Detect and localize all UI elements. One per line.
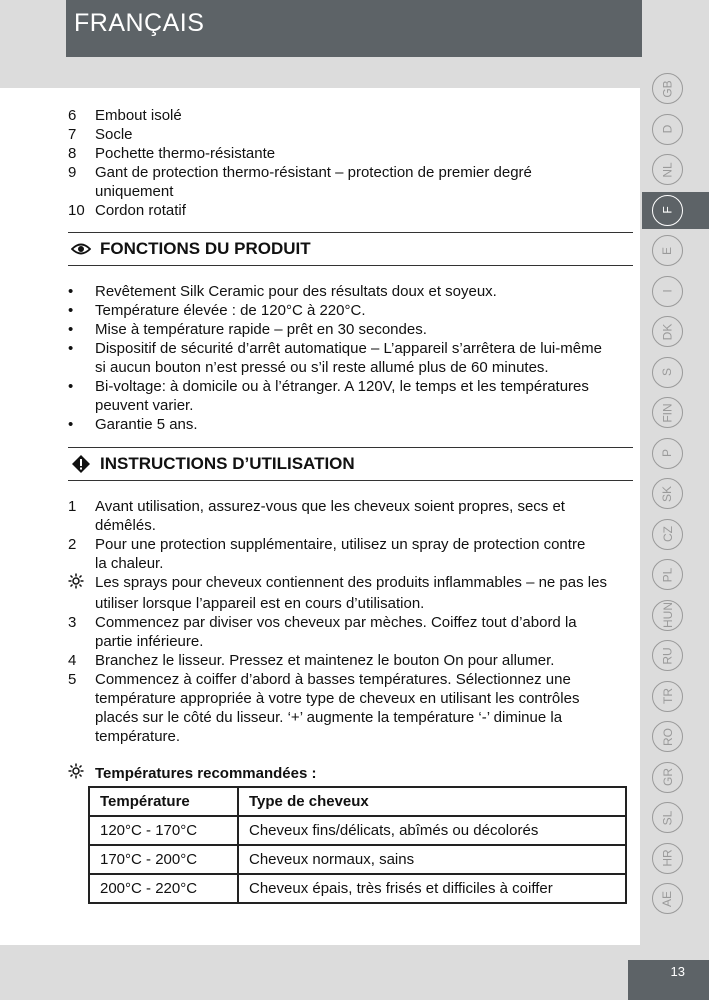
language-label: PL xyxy=(660,567,675,582)
language-pill xyxy=(652,762,683,793)
language-label: HR xyxy=(660,849,675,867)
temperatures-heading xyxy=(68,763,316,783)
sun-icon xyxy=(68,763,95,783)
list-item: 9 Gant de protection thermo-résistant – protection de premier degré xyxy=(68,164,532,181)
language-label: E xyxy=(660,246,675,255)
language-tab-s[interactable] xyxy=(642,354,709,391)
list-item: 6 Embout isolé xyxy=(68,107,182,124)
features-list xyxy=(68,282,635,434)
list-item-continued: partie inférieure. xyxy=(95,633,204,650)
language-pill xyxy=(652,600,683,631)
section-title: INSTRUCTIONS D’UTILISATION xyxy=(100,454,355,473)
list-item: • Bi-voltage: à domicile ou à l’étranger. A 120V, le temps et les températures xyxy=(68,378,589,395)
table-cell: 200°C - 220°C xyxy=(89,874,238,903)
language-pill xyxy=(652,883,683,914)
column-header: Type de cheveux xyxy=(238,787,626,816)
language-tab-nl[interactable] xyxy=(642,151,709,188)
language-pill xyxy=(652,357,683,388)
language-tab-e[interactable] xyxy=(642,232,709,269)
list-item: 2 Pour une protection supplémentaire, utilisez un spray de protection contre xyxy=(68,536,586,553)
table-row xyxy=(89,845,626,874)
list-item: Les sprays pour cheveux contiennent des produits inflammables – ne pas les xyxy=(68,573,635,594)
page-number: 13 xyxy=(670,964,685,979)
language-tab-gb[interactable] xyxy=(642,70,709,107)
list-item-continued: température. xyxy=(95,728,181,745)
language-pill xyxy=(652,195,683,226)
language-tab-hun[interactable] xyxy=(642,597,709,634)
table-cell: 120°C - 170°C xyxy=(89,816,238,845)
language-tab-f[interactable] xyxy=(642,192,709,229)
list-item: 4 Branchez le lisseur. Pressez et maintenez le bouton On pour allumer. xyxy=(68,652,555,669)
table-cell: Cheveux normaux, sains xyxy=(238,845,626,874)
language-label: GB xyxy=(660,79,675,98)
list-item: 1 Avant utilisation, assurez-vous que les cheveux soient propres, secs et xyxy=(68,498,565,515)
language-tab-sl[interactable] xyxy=(642,799,709,836)
features-heading xyxy=(68,232,633,266)
language-pill xyxy=(652,316,683,347)
page-title: FRANÇAIS xyxy=(74,9,205,37)
table-header-row xyxy=(89,787,626,816)
language-label: CZ xyxy=(660,526,675,542)
table-cell: 170°C - 200°C xyxy=(89,845,238,874)
page-number-box xyxy=(628,960,709,1000)
language-tab-hr[interactable] xyxy=(642,840,709,877)
language-label: TR xyxy=(660,688,675,704)
language-pill xyxy=(652,843,683,874)
list-item: • Mise à température rapide – prêt en 30 secondes. xyxy=(68,321,427,338)
list-item: 5 Commencez à coiffer d’abord à basses températures. Sélectionnez une xyxy=(68,671,571,688)
table-cell: Cheveux épais, très frisés et difficiles à coiffer xyxy=(238,874,626,903)
language-tab-fin[interactable] xyxy=(642,394,709,431)
sun-icon xyxy=(68,573,95,594)
language-pill xyxy=(652,73,683,104)
language-tab-d[interactable] xyxy=(642,111,709,148)
column-header: Température xyxy=(89,787,238,816)
language-pill xyxy=(652,559,683,590)
list-item: 3 Commencez par diviser vos cheveux par mèches. Coiffez tout d’abord la xyxy=(68,614,577,631)
list-item-continued: température appropriée à votre type de cheveux en utilisant les contrôles xyxy=(95,690,580,707)
list-item-continued: utiliser lorsque l’appareil est en cours d’utilisation. xyxy=(95,595,425,612)
language-pill xyxy=(652,276,683,307)
language-pill xyxy=(652,681,683,712)
language-label: NL xyxy=(660,161,675,178)
list-item-continued: uniquement xyxy=(95,183,174,200)
language-label: F xyxy=(660,206,675,214)
language-label: RO xyxy=(660,727,675,746)
list-item-continued: placés sur le côté du lisseur. ‘+’ augmente la température ‘-’ diminue la xyxy=(95,709,563,726)
table-row xyxy=(89,816,626,845)
language-pill xyxy=(652,478,683,509)
language-pill xyxy=(652,154,683,185)
list-item: • Température élevée : de 120°C à 220°C. xyxy=(68,302,366,319)
language-tab-tr[interactable] xyxy=(642,678,709,715)
list-item: 7 Socle xyxy=(68,126,133,143)
language-pill xyxy=(652,721,683,752)
table-cell: Cheveux fins/délicats, abîmés ou décolorés xyxy=(238,816,626,845)
language-tab-ru[interactable] xyxy=(642,637,709,674)
language-label: S xyxy=(660,367,675,377)
instructions-list xyxy=(68,497,635,746)
language-pill xyxy=(652,235,683,266)
language-label: FIN xyxy=(660,402,675,423)
language-label: HUN xyxy=(660,602,675,628)
language-tabs xyxy=(642,70,709,920)
list-item: 10 Cordon rotatif xyxy=(68,202,186,219)
language-label: SK xyxy=(660,485,675,502)
language-tab-p[interactable] xyxy=(642,435,709,472)
language-label: D xyxy=(660,124,675,134)
language-label: I xyxy=(660,289,675,293)
language-tab-cz[interactable] xyxy=(642,516,709,553)
eye-icon xyxy=(68,242,94,256)
language-pill xyxy=(652,802,683,833)
language-label: RU xyxy=(660,646,675,665)
header-bar xyxy=(66,0,642,57)
language-label: P xyxy=(660,448,675,458)
language-tab-ae[interactable] xyxy=(642,880,709,917)
language-tab-i[interactable] xyxy=(642,273,709,310)
language-label: AE xyxy=(660,890,675,907)
instructions-heading xyxy=(68,447,633,481)
list-item: • Revêtement Silk Ceramic pour des résultats doux et soyeux. xyxy=(68,283,497,300)
language-tab-ro[interactable] xyxy=(642,718,709,755)
list-item-continued: la chaleur. xyxy=(95,555,164,572)
language-label: GR xyxy=(660,768,675,786)
temperatures-title: Températures recommandées : xyxy=(95,764,317,782)
list-item: • Dispositif de sécurité d’arrêt automatique – L’appareil s’arrêtera de lui-même xyxy=(68,340,602,357)
list-item-continued: démêlés. xyxy=(95,517,156,534)
temperature-table xyxy=(88,786,627,904)
language-label: DK xyxy=(660,323,675,340)
language-pill xyxy=(652,397,683,428)
list-item-continued: peuvent varier. xyxy=(95,397,194,414)
table-row xyxy=(89,874,626,903)
language-pill xyxy=(652,114,683,145)
language-tab-dk[interactable] xyxy=(642,313,709,350)
language-tab-pl[interactable] xyxy=(642,556,709,593)
parts-list xyxy=(68,106,635,220)
language-tab-gr[interactable] xyxy=(642,759,709,796)
language-pill xyxy=(652,640,683,671)
language-tab-sk[interactable] xyxy=(642,475,709,512)
language-pill xyxy=(652,438,683,469)
language-pill xyxy=(652,519,683,550)
list-item-continued: si aucun bouton n’est pressé ou s’il reste allumé plus de 60 minutes. xyxy=(95,359,549,376)
list-item: • Garantie 5 ans. xyxy=(68,416,198,433)
language-label: SL xyxy=(660,810,675,825)
warning-icon xyxy=(68,454,94,474)
list-item: 8 Pochette thermo-résistante xyxy=(68,145,276,162)
section-title: FONCTIONS DU PRODUIT xyxy=(100,239,311,258)
